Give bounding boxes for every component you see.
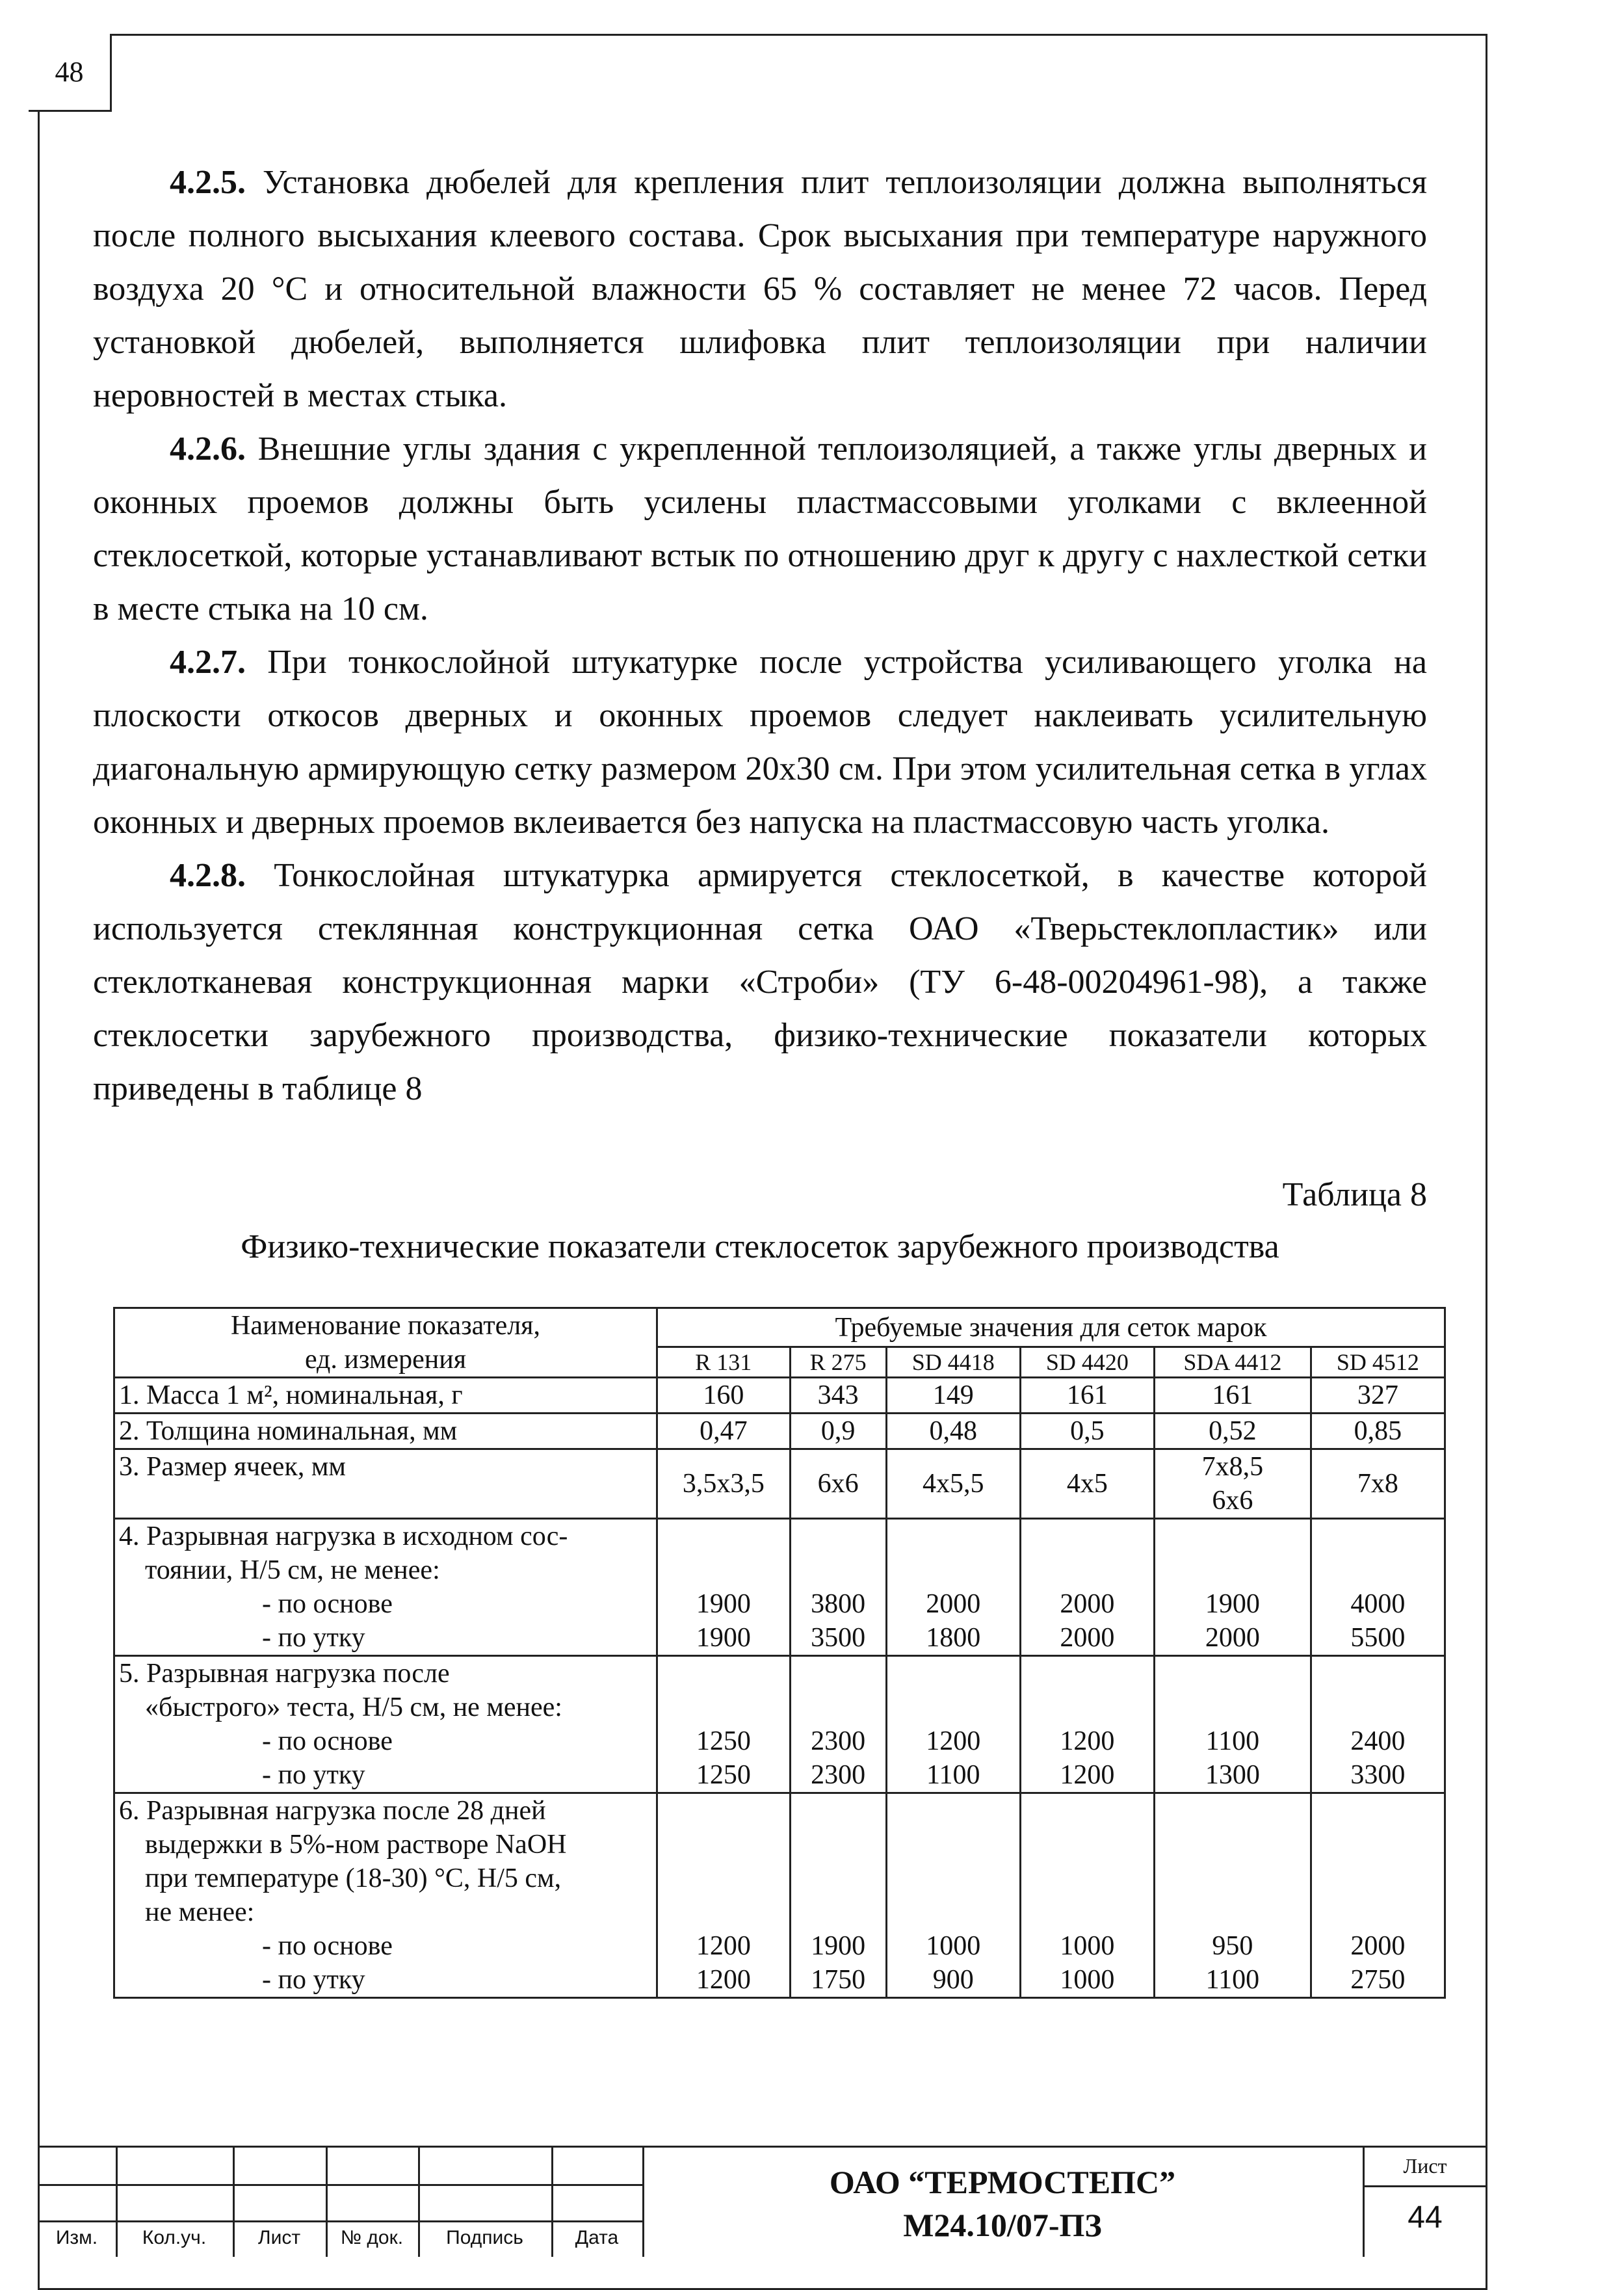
value-cell xyxy=(1154,1793,1311,1998)
table-row xyxy=(114,1378,1445,1414)
value-cell xyxy=(1311,1519,1445,1656)
value-cell xyxy=(1311,1656,1445,1793)
value-cell xyxy=(1311,1793,1445,1998)
value-text: 1200 xyxy=(926,1726,981,1756)
value-text: 1200 xyxy=(1060,1760,1115,1790)
value-text: 1900 xyxy=(696,1623,751,1653)
value-cell xyxy=(657,1656,791,1793)
value-text: 2300 xyxy=(811,1760,866,1790)
row-name-line: - по основе xyxy=(262,1589,393,1619)
value-text: 3800 xyxy=(811,1589,866,1619)
value-text: 161 xyxy=(1066,1380,1108,1410)
header-group-cell: Требуемые значения для сеток марок xyxy=(657,1308,1445,1347)
value-text: 0,9 xyxy=(820,1416,856,1446)
value-text: 161 xyxy=(1212,1380,1253,1410)
value-cell xyxy=(886,1656,1020,1793)
value-text: 149 xyxy=(932,1380,974,1410)
value-text: 1900 xyxy=(1205,1589,1260,1619)
sheet-label: Лист xyxy=(1403,2154,1447,2178)
value-cell xyxy=(1154,1656,1311,1793)
value-text: 1200 xyxy=(1060,1726,1115,1756)
value-cell xyxy=(886,1793,1020,1998)
value-text: 0,52 xyxy=(1209,1416,1257,1446)
row-name-line: - по утку xyxy=(262,1965,365,1995)
row-name-line: 5. Разрывная нагрузка после xyxy=(119,1659,450,1689)
value-cell xyxy=(1020,1414,1154,1449)
value-cell xyxy=(790,1656,886,1793)
value-text: 4х5,5 xyxy=(922,1469,984,1499)
value-text: 1250 xyxy=(696,1726,751,1756)
value-cell xyxy=(790,1414,886,1449)
value-text: 343 xyxy=(817,1380,859,1410)
value-cell xyxy=(657,1449,791,1519)
value-text: 2000 xyxy=(1060,1623,1115,1653)
row-name-cell xyxy=(114,1378,657,1414)
organization-name xyxy=(642,2161,1363,2246)
value-cell xyxy=(1020,1519,1154,1656)
row-name-line: - по утку xyxy=(262,1623,365,1653)
value-cell xyxy=(1154,1378,1311,1414)
value-cell xyxy=(1311,1449,1445,1519)
value-text: 2000 xyxy=(1205,1623,1260,1653)
row-name-cell xyxy=(114,1656,657,1793)
value-cell xyxy=(1311,1378,1445,1414)
value-cell xyxy=(886,1449,1020,1519)
brand-cell: R 275 xyxy=(790,1347,886,1378)
paragraph-number: 4.2.7. xyxy=(170,644,246,681)
table-number: Таблица 8 xyxy=(1282,1176,1427,1213)
table-row xyxy=(114,1793,1445,1998)
title-block xyxy=(38,2146,1487,2257)
row-name-line: 1. Масса 1 м², номинальная, г xyxy=(119,1380,463,1410)
value-text: 1100 xyxy=(926,1760,980,1790)
value-text: 1250 xyxy=(696,1760,751,1790)
header-name-cell xyxy=(114,1308,657,1378)
value-cell xyxy=(1311,1414,1445,1449)
value-text: 6х6 xyxy=(1212,1486,1253,1516)
paragraph-text: Внешние углы здания с укрепленной теплоизоляцией, а также углы дверных и оконных проемов должны быть усилены пластмассовыми уголками с вклеенной стеклосеткой, которые устанавливают встык по отношению друг к другу с нахлесткой сетки в месте стыка на 10 см. xyxy=(93,430,1427,627)
paragraph-4-2-8 xyxy=(93,849,1427,1116)
header-name-line: ед. измерения xyxy=(304,1345,467,1375)
row-name-line: «быстрого» теста, Н/5 см, не менее: xyxy=(145,1692,562,1722)
value-text: 900 xyxy=(932,1965,974,1995)
stamp-label-count: Кол.уч. xyxy=(142,2227,207,2248)
value-text: 0,85 xyxy=(1354,1416,1402,1446)
value-text: 160 xyxy=(703,1380,744,1410)
stamp-label-date: Дата xyxy=(575,2227,619,2248)
value-cell xyxy=(657,1519,791,1656)
table-row xyxy=(114,1519,1445,1656)
brand-cell: SD 4512 xyxy=(1311,1347,1445,1378)
stamp-label-sheet: Лист xyxy=(257,2227,301,2248)
value-cell xyxy=(886,1378,1020,1414)
row-name-line: не менее: xyxy=(145,1897,255,1927)
value-cell xyxy=(1154,1414,1311,1449)
value-text: 4х5 xyxy=(1066,1469,1108,1499)
organization-line: ОАО “ТЕРМОСТЕПС” xyxy=(829,2164,1176,2200)
value-text: 1750 xyxy=(811,1965,866,1995)
value-cell xyxy=(1020,1449,1154,1519)
value-text: 1100 xyxy=(1205,1965,1260,1995)
stamp-label-doc: № док. xyxy=(340,2227,404,2248)
value-text: 2000 xyxy=(926,1589,981,1619)
value-text: 950 xyxy=(1212,1931,1253,1961)
value-text: 1800 xyxy=(926,1623,981,1653)
paragraph-text: При тонкослойной штукатурке после устройства усиливающего уголка на плоскости откосов дверных и оконных проемов следует наклеивать усилительную диагональную армирующую сетку размером 20х30 см. При этом усилительная сетка в углах оконных и дверных проемов вклеивается без напуска на пластмассовую часть уголка. xyxy=(93,644,1427,841)
value-cell xyxy=(1020,1378,1154,1414)
value-text: 1200 xyxy=(696,1965,751,1995)
row-name-line: 6. Разрывная нагрузка после 28 дней xyxy=(119,1796,546,1826)
row-name-cell xyxy=(114,1793,657,1998)
value-cell xyxy=(1020,1793,1154,1998)
value-cell xyxy=(657,1414,791,1449)
brand-cell: SD 4418 xyxy=(886,1347,1020,1378)
value-cell xyxy=(790,1449,886,1519)
value-text: 0,47 xyxy=(700,1416,748,1446)
value-cell xyxy=(790,1793,886,1998)
row-name-cell xyxy=(114,1449,657,1519)
value-text: 327 xyxy=(1357,1380,1398,1410)
value-text: 0,48 xyxy=(929,1416,977,1446)
value-text: 3300 xyxy=(1350,1760,1406,1790)
table-body xyxy=(114,1378,1445,1998)
value-text: 1000 xyxy=(1060,1965,1115,1995)
table-row xyxy=(114,1449,1445,1519)
row-name-line: при температуре (18-30) °С, Н/5 см, xyxy=(145,1863,562,1893)
paragraph-4-2-7 xyxy=(93,636,1427,849)
value-cell xyxy=(790,1519,886,1656)
stamp-label-signature: Подпись xyxy=(446,2227,523,2248)
value-text: 2000 xyxy=(1350,1931,1406,1961)
value-cell xyxy=(790,1378,886,1414)
table-header-row xyxy=(114,1308,1445,1347)
paragraph-number: 4.2.8. xyxy=(170,857,246,894)
header-name-line: Наименование показателя, xyxy=(231,1311,540,1341)
value-cell xyxy=(657,1793,791,1998)
value-text: 1000 xyxy=(926,1931,981,1961)
value-text: 3500 xyxy=(811,1623,866,1653)
brand-cell: R 131 xyxy=(657,1347,791,1378)
value-text: 1200 xyxy=(696,1931,751,1961)
value-text: 1900 xyxy=(696,1589,751,1619)
value-cell xyxy=(1020,1656,1154,1793)
paragraph-number: 4.2.6. xyxy=(170,430,246,467)
paragraph-number: 4.2.5. xyxy=(170,164,246,201)
properties-table xyxy=(113,1307,1446,1999)
sheet-number: 44 xyxy=(1408,2200,1443,2235)
paragraph-text: Тонкослойная штукатурка армируется стеклосеткой, в качестве которой используется стеклянная конструкционная сетка ОАО «Тверьстеклопластик» или стеклотканевая конструкционная марки «Строби» (ТУ 6-48-00204961-98), а также стеклосетки зарубежного производства, физико-технические показатели которых приведены в таблице 8 xyxy=(93,857,1427,1107)
row-name-line: - по основе xyxy=(262,1931,393,1961)
value-text: 0,5 xyxy=(1070,1416,1105,1446)
row-name-line: тоянии, Н/5 см, не менее: xyxy=(145,1555,440,1585)
row-name-line: 4. Разрывная нагрузка в исходном сос- xyxy=(119,1521,568,1551)
value-text: 5500 xyxy=(1350,1623,1406,1653)
value-text: 1000 xyxy=(1060,1931,1115,1961)
value-cell xyxy=(657,1378,791,1414)
row-name-line: - по основе xyxy=(262,1726,393,1756)
paragraph-4-2-6 xyxy=(93,423,1427,636)
value-text: 3,5х3,5 xyxy=(682,1469,765,1499)
body-text xyxy=(93,156,1427,1116)
value-text: 1300 xyxy=(1205,1760,1260,1790)
row-name-cell xyxy=(114,1414,657,1449)
value-cell xyxy=(886,1414,1020,1449)
brand-cell: SD 4420 xyxy=(1020,1347,1154,1378)
page-number: 48 xyxy=(29,34,112,112)
row-name-line: выдержки в 5%-ном растворе NaOH xyxy=(145,1830,567,1860)
value-text: 7х8 xyxy=(1357,1469,1398,1499)
row-name-line: 2. Толщина номинальная, мм xyxy=(119,1416,458,1446)
brand-cell: SDA 4412 xyxy=(1154,1347,1311,1378)
value-text: 4000 xyxy=(1350,1589,1406,1619)
table-title: Физико-технические показатели стеклосеток зарубежного производства xyxy=(241,1228,1279,1265)
value-cell xyxy=(1154,1449,1311,1519)
row-name-line: - по утку xyxy=(262,1760,365,1790)
row-name-cell xyxy=(114,1519,657,1656)
value-cell xyxy=(886,1519,1020,1656)
value-text: 6х6 xyxy=(817,1469,859,1499)
paragraph-text: Установка дюбелей для крепления плит теплоизоляции должна выполняться после полного высыхания клеевого состава. Срок высыхания при температуре наружного воздуха 20 °С и относительной влажности 65 % составляет не менее 72 часов. Перед установкой дюбелей, выполняется шлифовка плит теплоизоляции при наличии неровностей в местах стыка. xyxy=(93,164,1427,414)
table-row xyxy=(114,1656,1445,1793)
row-name-line: 3. Размер ячеек, мм xyxy=(119,1452,347,1482)
stamp-label-change: Изм. xyxy=(55,2227,98,2248)
value-cell xyxy=(1154,1519,1311,1656)
value-text: 1100 xyxy=(1205,1726,1260,1756)
value-text: 2400 xyxy=(1350,1726,1406,1756)
table-row xyxy=(114,1414,1445,1449)
value-text: 2000 xyxy=(1060,1589,1115,1619)
value-text: 2300 xyxy=(811,1726,866,1756)
paragraph-4-2-5 xyxy=(93,156,1427,423)
value-text: 1900 xyxy=(811,1931,866,1961)
document-code: М24.10/07-ПЗ xyxy=(903,2207,1102,2243)
value-text: 7х8,5 xyxy=(1201,1452,1264,1482)
value-text: 2750 xyxy=(1350,1965,1406,1995)
